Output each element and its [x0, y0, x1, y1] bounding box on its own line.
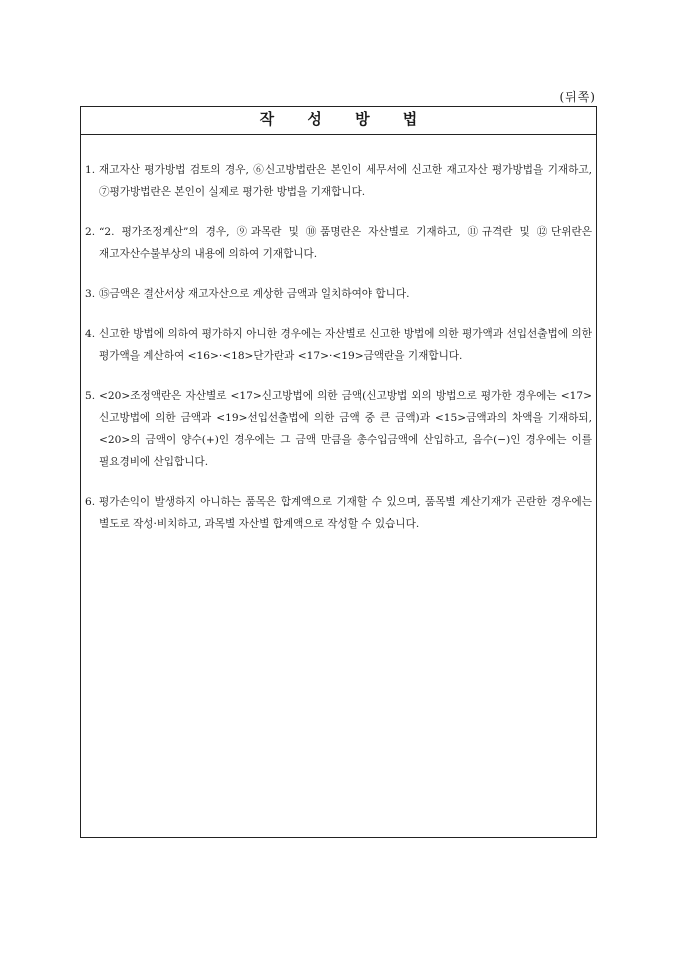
instruction-number: 2.	[85, 226, 96, 238]
instruction-number: 5.	[85, 390, 96, 402]
instruction-item-5	[85, 385, 592, 473]
instruction-number: 3.	[85, 288, 96, 300]
instruction-text: 평가손익이 발생하지 아니하는 품목은 합계액으로 기재할 수 있으며, 품목별 계산기재가 곤란한 경우에는 별도로 작성·비치하고, 과목별 자산별 합계액으로 작성할 수 있습니다.	[99, 496, 592, 530]
instruction-text: <20>조정액란은 자산별로 <17>신고방법에 의한 금액(신고방법 외의 방법으로 평가한 경우에는 <17>신고방법에 의한 금액과 <19>선입선출법에 의한 금액 중 큰 금액)과 <15>금액과의 차액을 기재하되, <20>의 금액이 양수(+)인 경우에는 그 금액 만큼을 총수입금액에 산입하고, 음수(−)인 경우에는 이를 필요경비에 산입합니다.	[99, 390, 592, 468]
instruction-number: 1.	[85, 164, 96, 176]
instruction-number: 6.	[85, 496, 96, 508]
instructions-list	[81, 135, 596, 535]
instruction-item-2	[85, 221, 592, 265]
page-side-label: (뒤쪽)	[559, 90, 596, 104]
instructions-title: 작 성 방 법	[81, 107, 596, 135]
instruction-text: 신고한 방법에 의하여 평가하지 아니한 경우에는 자산별로 신고한 방법에 의한 평가액과 선입선출법에 의한 평가액을 계산하여 <16>·<18>단가란과 <17>·<19>금액란을 기재합니다.	[99, 328, 592, 362]
instruction-text: ⑮금액은 결산서상 재고자산으로 계상한 금액과 일치하여야 합니다.	[99, 288, 410, 300]
instruction-text: 재고자산 평가방법 검토의 경우, ⑥신고방법란은 본인이 세무서에 신고한 재고자산 평가방법을 기재하고, ⑦평가방법란은 본인이 실제로 평가한 방법을 기재합니다.	[99, 164, 592, 198]
instruction-item-6	[85, 491, 592, 535]
instruction-item-3	[85, 283, 592, 305]
instruction-item-4	[85, 323, 592, 367]
instruction-text: “2. 평가조정계산”의 경우, ⑨과목란 및 ⑩품명란은 자산별로 기재하고, ⑪규격란 및 ⑫단위란은 재고자산수불부상의 내용에 의하여 기재합니다.	[99, 226, 592, 260]
instruction-number: 4.	[85, 328, 96, 340]
instruction-item-1	[85, 159, 592, 203]
instructions-frame	[80, 106, 597, 838]
